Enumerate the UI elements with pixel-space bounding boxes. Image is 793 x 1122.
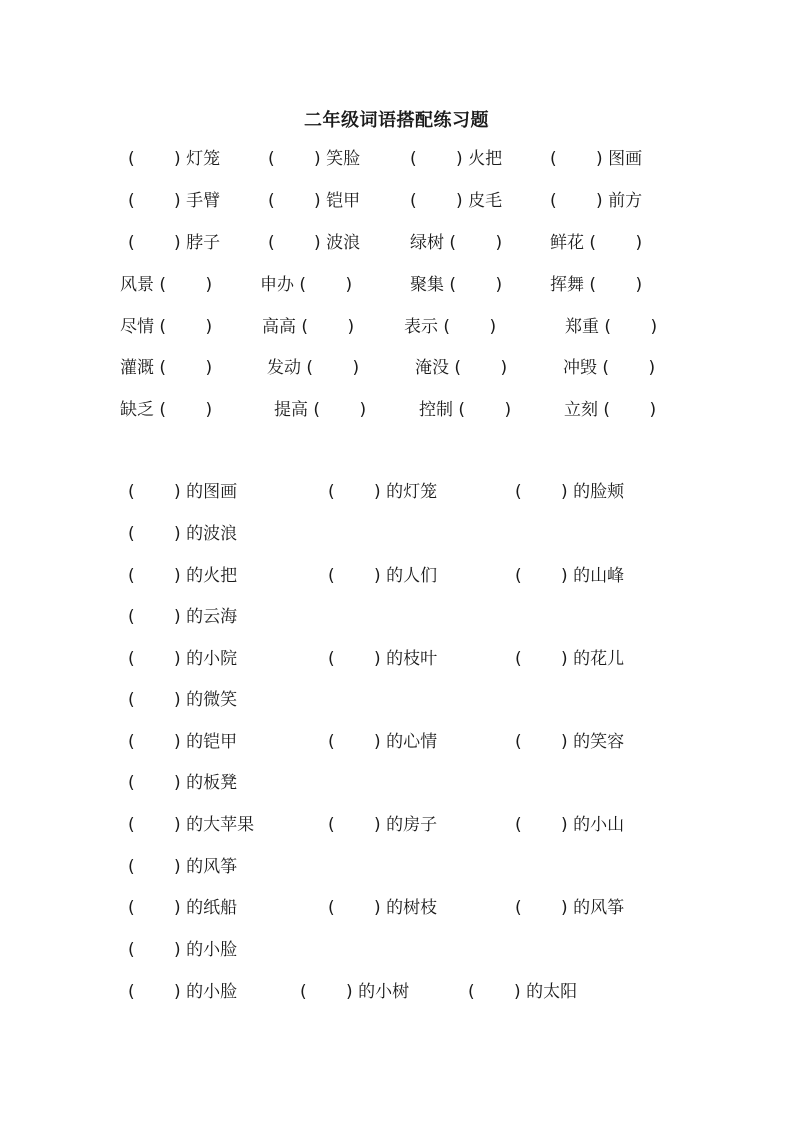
fill-blank-item[interactable]: 灌溉 ( ): [120, 358, 213, 378]
fill-blank-phrase[interactable]: ( ) 的人们: [328, 566, 438, 586]
fill-blank-phrase[interactable]: ( ) 的灯笼: [328, 482, 438, 502]
fill-blank-item[interactable]: 尽情 ( ): [120, 317, 213, 337]
fill-blank-item[interactable]: 鲜花 ( ): [550, 233, 643, 253]
fill-blank-item[interactable]: 表示 ( ): [404, 317, 497, 337]
fill-blank-item[interactable]: 郑重 ( ): [565, 317, 658, 337]
fill-blank-item[interactable]: 风景 ( ): [120, 275, 213, 295]
fill-blank-item[interactable]: ( ) 笑脸: [268, 149, 361, 169]
fill-blank-phrase[interactable]: ( ) 的小脸: [128, 940, 238, 960]
fill-blank-item[interactable]: ( ) 手臂: [128, 191, 221, 211]
fill-blank-phrase[interactable]: ( ) 的心情: [328, 732, 438, 752]
fill-blank-phrase[interactable]: ( ) 的小山: [515, 815, 625, 835]
fill-blank-phrase[interactable]: ( ) 的小院: [128, 649, 238, 669]
fill-blank-phrase[interactable]: ( ) 的脸颊: [515, 482, 625, 502]
fill-blank-phrase[interactable]: ( ) 的小树: [300, 982, 410, 1002]
fill-blank-item[interactable]: ( ) 灯笼: [128, 149, 221, 169]
fill-blank-item[interactable]: 控制 ( ): [419, 400, 512, 420]
fill-blank-item[interactable]: 申办 ( ): [260, 275, 353, 295]
fill-blank-phrase[interactable]: ( ) 的风筝: [128, 857, 238, 877]
fill-blank-phrase[interactable]: ( ) 的铠甲: [128, 732, 238, 752]
fill-blank-item[interactable]: 挥舞 ( ): [550, 275, 643, 295]
fill-blank-phrase[interactable]: ( ) 的笑容: [515, 732, 625, 752]
fill-blank-phrase[interactable]: ( ) 的太阳: [468, 982, 578, 1002]
fill-blank-phrase[interactable]: ( ) 的房子: [328, 815, 438, 835]
fill-blank-phrase[interactable]: ( ) 的树枝: [328, 898, 438, 918]
fill-blank-phrase[interactable]: ( ) 的波浪: [128, 524, 238, 544]
fill-blank-item[interactable]: ( ) 火把: [410, 149, 503, 169]
fill-blank-phrase[interactable]: ( ) 的花儿: [515, 649, 625, 669]
fill-blank-item[interactable]: ( ) 脖子: [128, 233, 221, 253]
fill-blank-item[interactable]: 提高 ( ): [274, 400, 367, 420]
worksheet-title: 二年级词语搭配练习题: [304, 110, 489, 131]
fill-blank-phrase[interactable]: ( ) 的火把: [128, 566, 238, 586]
fill-blank-phrase[interactable]: ( ) 的大苹果: [128, 815, 255, 835]
fill-blank-item[interactable]: 发动 ( ): [267, 358, 360, 378]
fill-blank-item[interactable]: 淹没 ( ): [415, 358, 508, 378]
fill-blank-item[interactable]: 缺乏 ( ): [120, 400, 213, 420]
fill-blank-item[interactable]: ( ) 波浪: [268, 233, 361, 253]
fill-blank-phrase[interactable]: ( ) 的纸船: [128, 898, 238, 918]
fill-blank-item[interactable]: ( ) 皮毛: [410, 191, 503, 211]
fill-blank-phrase[interactable]: ( ) 的风筝: [515, 898, 625, 918]
fill-blank-phrase[interactable]: ( ) 的云海: [128, 607, 238, 627]
fill-blank-item[interactable]: 立刻 ( ): [564, 400, 657, 420]
fill-blank-phrase[interactable]: ( ) 的图画: [128, 482, 238, 502]
fill-blank-phrase[interactable]: ( ) 的枝叶: [328, 649, 438, 669]
fill-blank-item[interactable]: ( ) 图画: [550, 149, 643, 169]
fill-blank-phrase[interactable]: ( ) 的山峰: [515, 566, 625, 586]
fill-blank-item[interactable]: ( ) 前方: [550, 191, 643, 211]
fill-blank-item[interactable]: 聚集 ( ): [410, 275, 503, 295]
fill-blank-phrase[interactable]: ( ) 的板凳: [128, 773, 238, 793]
fill-blank-phrase[interactable]: ( ) 的小脸: [128, 982, 238, 1002]
fill-blank-item[interactable]: ( ) 铠甲: [268, 191, 361, 211]
fill-blank-item[interactable]: 冲毁 ( ): [563, 358, 656, 378]
fill-blank-phrase[interactable]: ( ) 的微笑: [128, 690, 238, 710]
fill-blank-item[interactable]: 高高 ( ): [262, 317, 355, 337]
fill-blank-item[interactable]: 绿树 ( ): [410, 233, 503, 253]
